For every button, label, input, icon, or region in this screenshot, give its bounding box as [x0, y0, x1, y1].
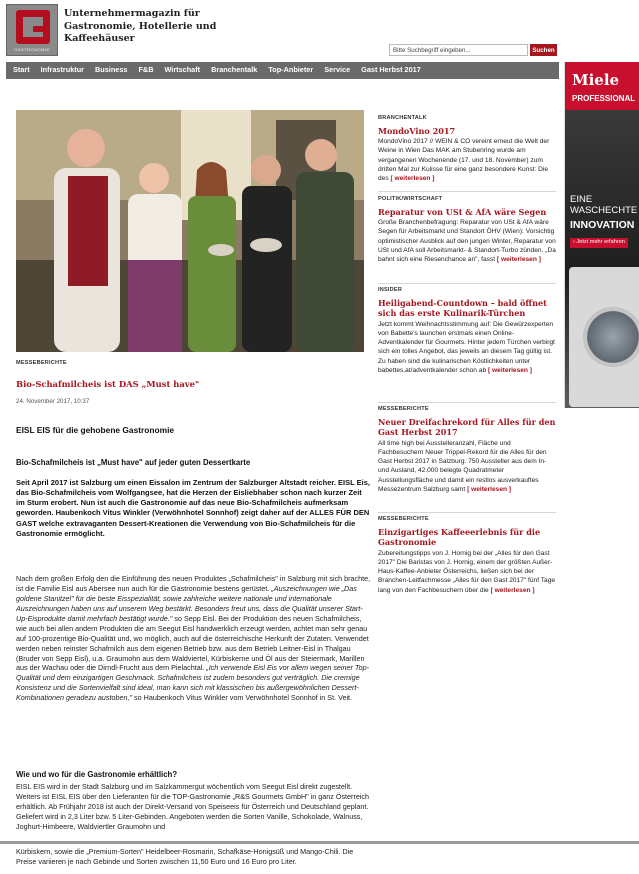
nav-item-branchentalk[interactable]: Branchentalk	[211, 65, 258, 75]
nav-item-wirtschaft[interactable]: Wirtschaft	[164, 65, 201, 75]
ad-headline-bold: INNOVATION	[570, 219, 635, 231]
teaser-text-body: Jetzt kommt Weihnachtsstimmung auf: Die Gewürzexperten von Babette's launchen erstmals einen Online-Adventkalender für Gourmets. Hinter jedem Türchen verbirgt sich ein tolles Angebot, das jeweils an diesem Tag gültig ist. Zu haben sind die kulinarischen Köstlichkeiten unter babettes.at/adventkalender schon ab	[378, 320, 555, 374]
tagline-line: Gastronomie, Hotellerie und	[64, 20, 217, 32]
article-subheading: EISL EIS für die gehobene Gastronomie	[16, 425, 175, 435]
read-more-link[interactable]: [ weiterlesen ]	[467, 485, 512, 493]
teaser-category[interactable]: INSIDER	[378, 287, 403, 293]
miele-ad-banner[interactable]	[564, 62, 639, 408]
sidebar-teaser	[378, 285, 556, 375]
read-more-link[interactable]: [ weiterlesen ]	[390, 175, 435, 183]
teaser-category[interactable]: MESSEBERICHTE	[378, 406, 429, 412]
article-body-2: EISL EIS wird in der Stadt Salzburg und im Salzkammergut wöchentlich vom Seegut Eisl direkt zugestellt. Weiters ist EISL EIS über den Lieferanten für die TOP-Gastronomie „R&S Gourmets GmbH" in ganz Österreich erhältlich. Ab Frühjahr 2018 ist auch der Direkt-Versand von Speiseeis für Österreich und Deutschland geplant. Geliefert wird in 2,3 Liter bzw. 5 Liter-Gebinden. Angeboten werden die Sorten Vanille, Schokolade, Walnuss, Joghurt-Himbeere, Waldviertler Graumohn und	[16, 782, 370, 831]
article-photo	[16, 110, 364, 352]
teaser-title[interactable]: Einzigartiges Kaffeeerlebnis für die Gastronomie	[378, 526, 541, 548]
ad-brand-logo: Miele	[572, 71, 620, 89]
tagline-line: Unternehmermagazin für	[64, 8, 200, 19]
teaser-text-body: Große Branchenbefragung: Reparatur von USt & AfA wäre Segen für Arbeitsmarkt und Standort ÖHV (Wien): Vorsichtig optimistischer Ausblick auf den jungen Winter, Reparatur von USt und AfA soll Arbeitsmarkt- & Standort-Turbo zünden. „Da bahnt sich eine Riesenchance an", fasst	[378, 219, 556, 264]
site-logo[interactable]	[6, 4, 58, 56]
article-body-3: Kürbiskern, sowie die „Premium-Sorten" Heidelbeer-Rosmarin, Schafkäse-Honigsüß und Mango-Chili. Die Preise variieren je nach Gebinde und Sorten zwischen 11,50 Euro und 16 Euro pro Liter.	[16, 847, 354, 866]
photo-illustration	[16, 110, 364, 352]
nav-item-top-anbieter[interactable]: Top-Anbieter	[268, 65, 314, 75]
teaser-title[interactable]: Reparatur von USt & AfA wäre Segen	[378, 206, 547, 217]
tagline-line: Kaffeehäuser	[64, 33, 135, 45]
body-quote: „Auszeichnungen wie „Das goldene Stanitzel" für die beste Eisspezialität, sowie zahlreiche weitere nationale und internationale Auszeichnungen haben uns auf unserem Weg bestärkt. Besonders freut uns, dass die Qualität unserer Start-Up-Eisprodukte damit mehrfach bestätigt wurde."	[16, 583, 363, 623]
teaser-category[interactable]: MESSEBERICHTE	[378, 516, 429, 522]
ad-cta-button[interactable]: › Jetzt mehr erfahren	[570, 238, 628, 248]
article-lead: Seit April 2017 ist Salzburg um einen Eissalon im Zentrum der Salzburger Altstadt reicher. EISL Eis, das Bio-Schafmilcheis vom Wolfgangsee, hat die Herzen der Eisliebhaber schon nach kurzer Zeit im Sturm erobert. Nun ist auch die Gastronomie auf das neue Bio-Schafmilcheis aufmerksam geworden. Haubenkoch Vitus Winkler (Verwöhnhotel Sonnhof) zeigt daher auf der ALLES FÜR DEN GAST welche extravaganten Dessert-Kreationen die Verwendung von Bio-Schafmilcheis für die Gastronomie ermöglicht.	[16, 478, 370, 538]
read-more-link[interactable]: [ weiterlesen ]	[488, 366, 532, 374]
teaser-text-body: Zubereitungstipps von J. Hornig bei der „Alles für den Gast 2017" Die Baristas von J. Hornig, einem der größten Außer-Haus-Kaffee-Anbieter Österreichs, ließen sich bei der Branchen-Leitfachmesse „Alles für den Gast 2017" fünf Tage lang von den Fachbesuchern über die	[378, 549, 556, 594]
body-text: so Haubenkoch Vitus Winkler vom Verwöhnhotel Sonnhof in St. Veit.	[132, 693, 353, 703]
nav-item-service[interactable]: Service	[324, 65, 351, 75]
teaser-title[interactable]: Neuer Dreifachrekord für Alles für den Gast Herbst 2017	[378, 416, 556, 438]
teaser-title[interactable]: Heiligabend-Countdown – bald öffnet sich das erste Kulinarik-Türchen	[378, 297, 547, 319]
body-text: so Sepp Eisl. Bei der Produktion des neuen Schafmilcheis, wie auch bei allen andern Produkten die am Seegut Eisl handwerklich erzeugt werden, achtet man sehr genau auf 100-prozentige Bio-Qualität und, wo möglich, auch auf die österreichische Herkunft der Zutaten. Verwendet werden neben reinster Schafmilch aus dem eigenen Betrieb bzw. aus dem Betrieb Leitner-Eisl in Thalgau (Bruder von Sepp Eisl), u.a. Graumohn aus dem Waldviertel, Kürbiskerne und Öl aus der Steiermark, Marillen aus der Wachau oder die Dirndl-Frucht aus dem Pielachtal.	[16, 613, 369, 673]
teaser-text-body: All time high bei Ausstelleranzahl, Fläche und Fachbesuchern Neuer Trippel-Rekord für die Alles für den Gast Herbst 2017 in Salzburg. 750 Aussteller aus dem In- und Ausland, 42.000 belegte Quadratmeter Ausstellungsfläche und damit ein restlos ausverkauftes Messezentrum Salzburg samt	[378, 439, 547, 493]
teaser-category[interactable]: BRANCHENTALK	[378, 115, 427, 121]
article-date: 24. November 2017, 10:37	[16, 398, 90, 405]
sidebar-divider	[378, 512, 556, 513]
horizontal-scrollbar[interactable]	[0, 841, 639, 844]
read-more-link[interactable]: [ weiterlesen ]	[496, 256, 541, 264]
teaser-text	[378, 218, 556, 264]
read-more-link[interactable]: [ weiterlesen ]	[490, 586, 535, 594]
teaser-title[interactable]: MondoVino 2017	[378, 125, 456, 136]
nav-item-start[interactable]: Start	[13, 65, 30, 75]
teaser-text	[378, 439, 556, 494]
ad-headline-line: WASCHECHTE	[570, 205, 638, 217]
article-subheading-2: Bio-Schafmilcheis ist „Must have" auf jeder guten Dessertkarte	[16, 458, 251, 467]
logo-g-icon	[16, 10, 50, 44]
sidebar-teaser	[378, 404, 556, 494]
ad-headline-line: EINE	[570, 194, 593, 205]
main-nav	[6, 62, 559, 79]
nav-item-infrastruktur[interactable]: Infrastruktur	[40, 65, 85, 75]
article-body	[16, 574, 371, 703]
sidebar-teaser	[378, 514, 556, 595]
ad-brand-line: PROFESSIONAL	[572, 94, 636, 103]
teaser-text	[378, 320, 556, 375]
teaser-text-body: MondoVino 2017 // WEIN & CO vereint erneut die Welt der Weine in Wien Das MAK am Stubenring wurde am vergangenen Wochenende (17. und 18. November) zum dritten Mal zur Kulisse für eine ganz besondere Kunst: Die des	[378, 138, 550, 183]
site-tagline	[64, 8, 264, 46]
nav-item-business[interactable]: Business	[95, 65, 128, 75]
teaser-text	[378, 549, 556, 595]
body-text: Nach dem großen Erfolg den die Einführung des neuen Produktes „Schafmilcheis" in Salzburg mit sich brachte, ist die Familie Eisl aus Abersee nun auch für die Gastronomie bestens gerüstet.	[16, 574, 371, 593]
search-button[interactable]: Suchen	[530, 44, 557, 56]
teaser-text	[378, 137, 556, 183]
teaser-category[interactable]: POLITIK/WIRTSCHAFT	[378, 196, 443, 202]
sidebar-teaser	[378, 194, 556, 264]
search-input[interactable]	[389, 44, 528, 56]
ad-headline	[570, 194, 637, 217]
body-quote: „Ich verwende Eisl Eis vor allem wegen seiner Top-Qualität und dem einzigartigen Geschmack. Schafmilcheis ist zudem besonders gut verträglich. Die cremige Konsistenz und die Sortenvielfalt sind ideal, man kann sich mit klassischen bis außergewöhnlichen Dessert-Kombinationen geradezu austoben,"	[16, 663, 370, 703]
washing-drum-icon	[583, 307, 639, 367]
sidebar-teaser	[378, 113, 556, 183]
logo-subtext: GASTRONOMIE	[14, 47, 50, 53]
article-title[interactable]: Bio-Schafmilcheis ist DAS „Must have"	[16, 379, 200, 389]
sidebar-divider	[378, 283, 556, 284]
article-category[interactable]: MESSEBERICHTE	[16, 360, 67, 366]
nav-item-fb[interactable]: F&B	[138, 65, 154, 75]
nav-item-gast-herbst[interactable]: Gast Herbst 2017	[361, 65, 421, 75]
article-section-heading: Wie und wo für die Gastronomie erhältlich?	[16, 770, 178, 779]
sidebar-divider	[378, 402, 556, 403]
sidebar-divider	[378, 191, 556, 192]
